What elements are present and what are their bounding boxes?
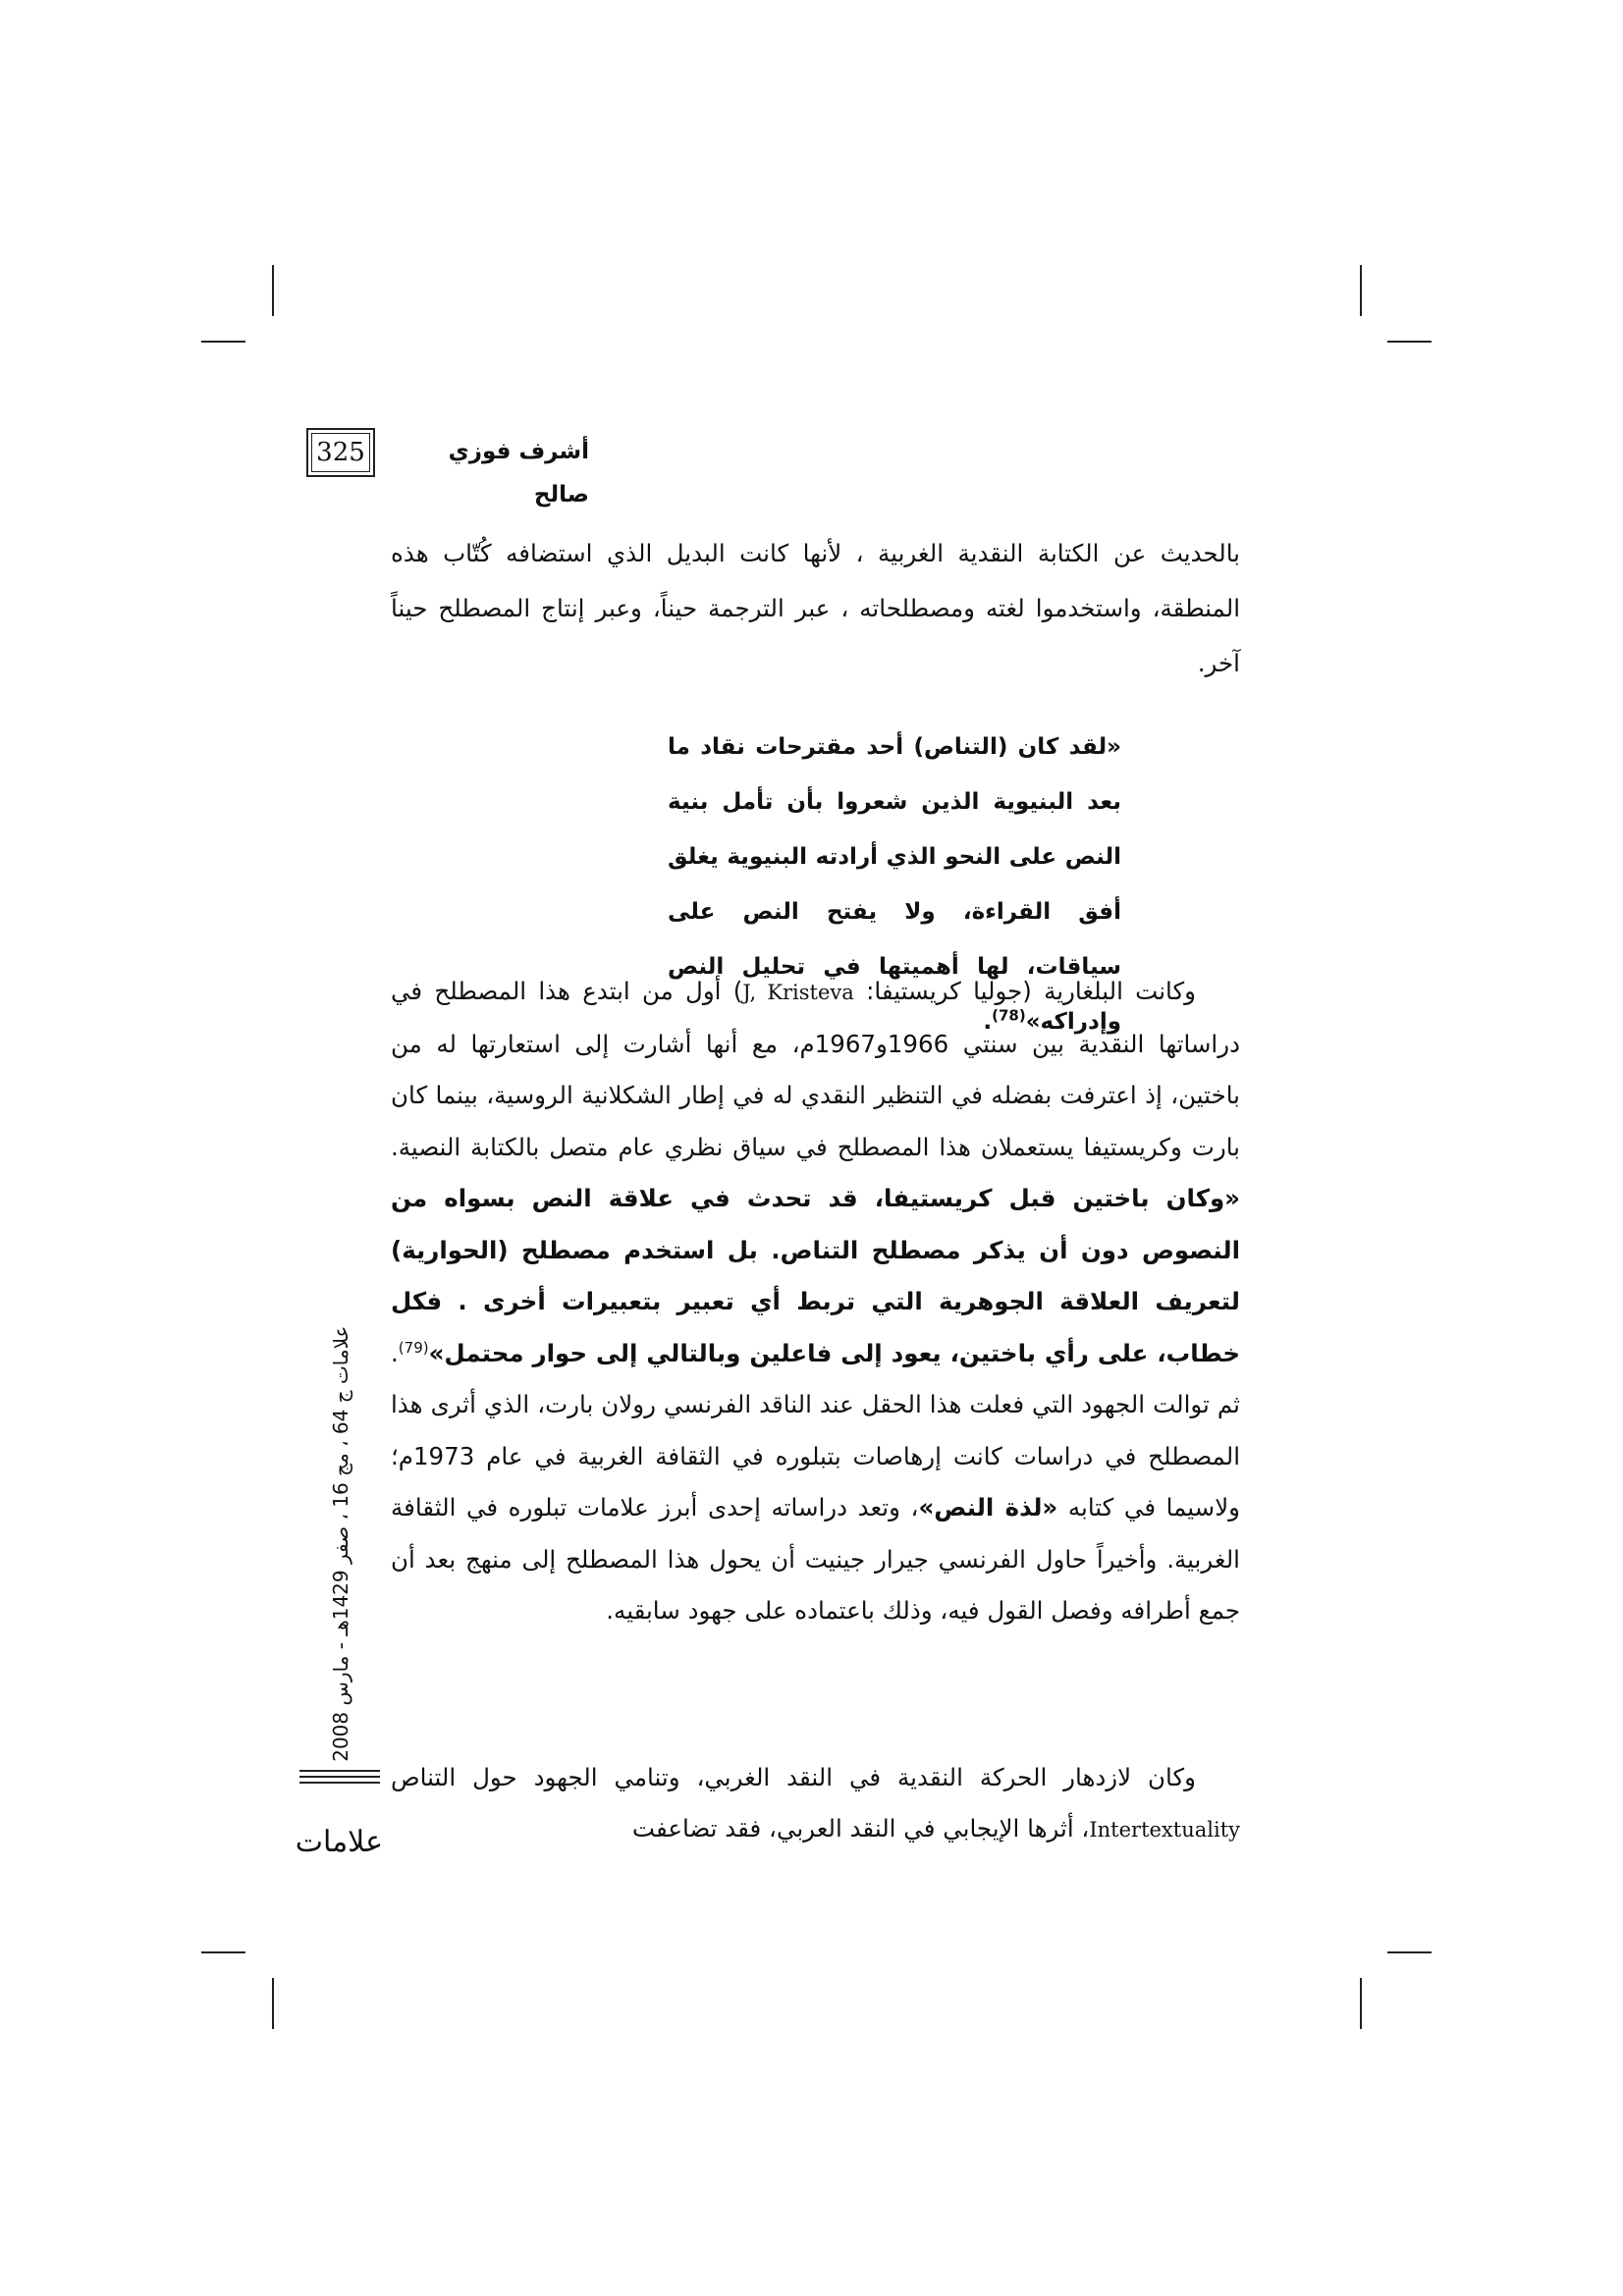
paragraph-2	[391, 966, 1240, 1637]
paragraph-2-part-2: ) أول من ابتدع هذا المصطلح في دراساتها النقدية بين سنتي 1966و1967م، مع أنها أشارت إلى استعارتها له من باختين، إذ اعترفت بفضله في التنظير النقدي له في إطار الشكلانية الروسية، بينما كان بارت وكريستيفا يستعملان هذا المصطلح في سياق نظري عام متصل بالكتابة النصية.	[391, 977, 1240, 1161]
paragraph-3-part-1: وكان لازدهار الحركة النقدية في النقد الغربي، وتنامي الجهود حول التناص	[391, 1763, 1196, 1791]
crop-mark	[201, 1951, 245, 1953]
latin-name: J, Kristeva	[742, 981, 854, 1004]
footnote-ref-78: (78)	[992, 1006, 1026, 1025]
journal-info: علامات ج 64 ، مج 16 ، صفر 1429هـ - مارس 2008	[329, 1325, 352, 1762]
journal-logo: علامات	[295, 1825, 383, 1859]
crop-mark	[1360, 1978, 1362, 2029]
paragraph-2-part-3: . ثم توالت الجهود التي فعلت هذا الحقل عند الناقد الفرنسي رولان بارت، الذي أثرى هذا المصطلح في دراسات كانت إرهاصات بتبلوره في الثقافة الغربية في عام 1973م؛ ولاسيما في كتابه	[391, 1338, 1240, 1522]
quote-end: .	[983, 1009, 993, 1035]
latin-term: Intertextuality	[1089, 1818, 1240, 1842]
book-title: «لذة النص»	[918, 1493, 1058, 1522]
footnote-ref-79: (79)	[398, 1338, 429, 1357]
journal-info-sidebar	[319, 1325, 362, 1762]
page-number: 325	[306, 428, 375, 477]
paragraph-2-part-1: وكانت البلغارية (جوليا كريستيفا:	[866, 977, 1197, 1005]
crop-mark	[1387, 1951, 1432, 1953]
paragraph-3-part-2: ، أثرها الإيجابي في النقد العربي، فقد تضاعفت	[631, 1814, 1090, 1842]
crop-mark	[272, 1978, 274, 2029]
paragraph-2-part-4: ، وتعد دراساته إحدى أبرز علامات تبلوره في الثقافة الغربية. وأخيراً حاول الفرنسي جيرار جينيت أن يحول هذا المصطلح إلى منهج بعد أن جمع أطرافه وفصل القول فيه، وذلك باعتماده على جهود سابقيه.	[391, 1493, 1240, 1625]
divider-rules	[299, 1770, 380, 1786]
paragraph-1-text: بالحديث عن الكتابة النقدية الغربية ، لأنها كانت البديل الذي استضافه كُتّاب هذه المنطقة، واستخدموا لغته ومصطلحاته ، عبر الترجمة حيناً، وعبر إنتاج المصطلح حيناً آخر.	[391, 539, 1240, 677]
author-name: أشرف فوزي صالح	[448, 439, 589, 507]
bakhtin-quote: «وكان باختين قبل كريستيفا، قد تحدث في علاقة النص بسواه من النصوص دون أن يذكر مصطلح التناص. بل استخدم مصطلح (الحوارية) لتعريف العلاقة الجوهرية التي تربط أي تعبير بتعبيرات أخرى . فكل خطاب، على رأي باختين، يعود إلى فاعلين وبالتالي إلى حوار محتمل»	[391, 1184, 1240, 1367]
paragraph-1	[391, 526, 1240, 691]
crop-mark	[272, 265, 274, 316]
crop-mark	[1360, 265, 1362, 316]
paragraph-3	[391, 1752, 1240, 1855]
crop-mark	[1387, 341, 1432, 343]
quote-text: «لقد كان (التناص) أحد مقترحات نقاد ما بعد البنيوية الذين شعروا بأن تأمل بنية النص على النحو الذي أرادته البنيوية يغلق أفق القراءة، ولا يفتح النص على سياقات، لها أهميتها في تحليل النص وإدراكه»	[668, 734, 1121, 1035]
crop-mark	[201, 341, 245, 343]
